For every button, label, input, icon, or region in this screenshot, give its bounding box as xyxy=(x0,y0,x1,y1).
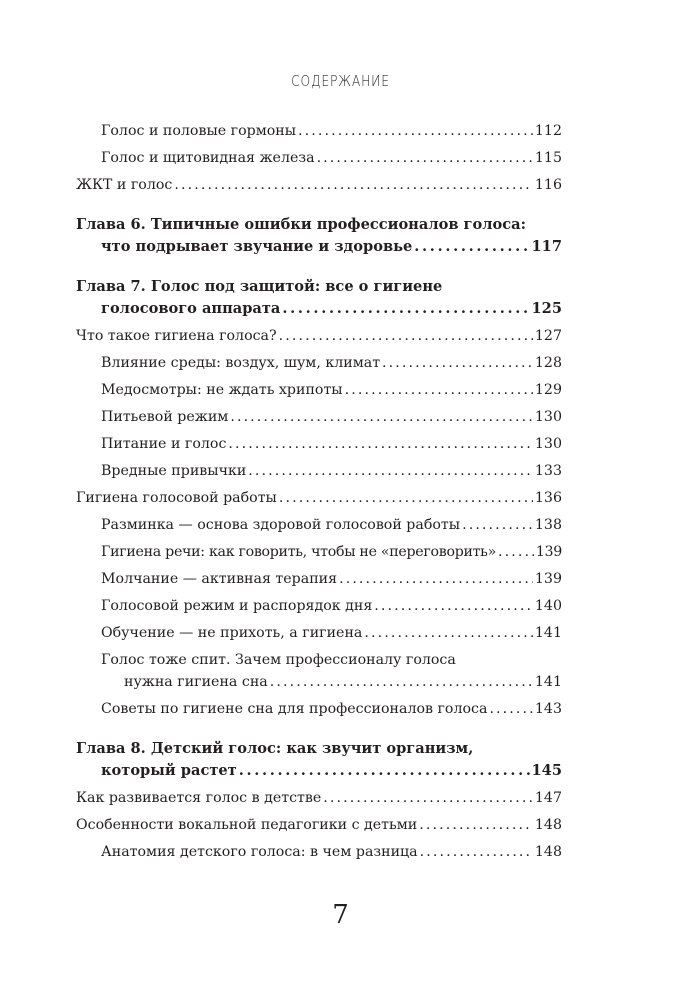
page-header-title: СОДЕРЖАНИЕ xyxy=(291,72,390,90)
toc-entry-page: 138 xyxy=(534,517,562,533)
toc-entry-page: 128 xyxy=(534,355,562,371)
toc-entry[interactable] xyxy=(76,174,562,196)
dot-leader xyxy=(339,568,533,590)
dot-leader xyxy=(248,460,533,482)
toc-entry-title: Голос и щитовидная железа xyxy=(101,150,315,166)
toc-entry-title: который растет xyxy=(101,762,237,779)
dot-leader xyxy=(239,760,530,782)
toc-entry-title: Питьевой режим xyxy=(101,409,229,425)
toc-chapter-entry[interactable] xyxy=(101,760,562,782)
toc-entry-page: 127 xyxy=(534,328,562,344)
toc-entry-page: 140 xyxy=(534,598,562,614)
toc-entry-page: 130 xyxy=(534,436,562,452)
toc-chapter-title: Глава 6. Типичные ошибки профессионалов голоса: xyxy=(76,216,526,233)
toc-entry-page: 125 xyxy=(531,300,562,317)
toc-entry-title: Медосмотры: не ждать хрипоты xyxy=(101,382,343,398)
toc-entry-title: Молчание — активная терапия xyxy=(101,571,338,587)
toc-entry-title: ЖКТ и голос xyxy=(76,177,173,193)
toc-entry-page: 141 xyxy=(534,674,562,690)
toc-entry[interactable] xyxy=(101,841,562,863)
dot-leader xyxy=(345,379,533,401)
toc-entry[interactable] xyxy=(101,622,562,644)
dot-leader xyxy=(489,698,532,720)
toc-entry-title: Что такое гигиена голоса? xyxy=(76,328,277,344)
toc-entry[interactable] xyxy=(101,406,562,428)
toc-entry-page: 145 xyxy=(531,762,562,779)
toc-entry-title: Влияние среды: воздух, шум, климат xyxy=(101,355,381,371)
page-number: 7 xyxy=(332,900,349,930)
toc-entry-line[interactable] xyxy=(101,649,562,671)
toc-entry-page: 136 xyxy=(534,490,562,506)
dot-leader xyxy=(323,787,533,809)
toc-entry[interactable] xyxy=(76,814,562,836)
toc-entry[interactable] xyxy=(101,120,562,142)
toc-entry-title: что подрывает звучание и здоровье xyxy=(101,238,413,255)
dot-leader xyxy=(282,298,529,320)
toc-entry-page: 147 xyxy=(534,790,562,806)
dot-leader xyxy=(230,406,533,428)
dot-leader xyxy=(298,120,533,142)
dot-leader xyxy=(374,595,533,617)
toc-entry[interactable] xyxy=(101,433,562,455)
toc-entry-page: 117 xyxy=(531,238,562,255)
dot-leader xyxy=(462,514,533,536)
toc-entry-title: Вредные привычки xyxy=(101,463,247,479)
toc-entry[interactable] xyxy=(101,460,562,482)
toc-entry[interactable] xyxy=(101,595,562,617)
toc-chapter-entry[interactable] xyxy=(101,298,562,320)
toc-entry-title: Особенности вокальной педагогики с детьми xyxy=(76,817,418,833)
toc-entry-page: 139 xyxy=(535,544,562,560)
toc-chapter-title: Глава 7. Голос под защитой: все о гигиене xyxy=(76,278,443,295)
toc-entry-title: Анатомия детского голоса: в чем разница xyxy=(101,844,418,860)
toc-entry-title: Обучение — не прихоть, а гигиена xyxy=(101,625,363,641)
toc-entry-page: 141 xyxy=(534,625,562,641)
toc-chapter-entry[interactable] xyxy=(101,236,562,258)
toc-entry-page: 148 xyxy=(534,844,562,860)
toc-entry-title: Разминка — основа здоровой голосовой работы xyxy=(101,517,461,533)
toc-entry[interactable] xyxy=(101,352,562,374)
toc-entry[interactable] xyxy=(101,568,562,590)
toc-entry-page: 130 xyxy=(534,409,562,425)
toc-entry-page: 115 xyxy=(534,150,562,166)
toc-entry[interactable] xyxy=(76,787,562,809)
dot-leader xyxy=(174,174,533,196)
toc-chapter-heading-line[interactable] xyxy=(76,214,562,236)
toc-entry[interactable] xyxy=(76,487,562,509)
toc-entry[interactable] xyxy=(101,541,562,563)
toc-entry[interactable] xyxy=(101,514,562,536)
dot-leader xyxy=(317,147,533,169)
dot-leader xyxy=(420,841,533,863)
dot-leader xyxy=(279,325,533,347)
toc-entry-title: Гигиена речи: как говорить, чтобы не «переговорить» xyxy=(101,544,496,560)
toc-entry[interactable] xyxy=(101,147,562,169)
toc-entry-page: 133 xyxy=(534,463,562,479)
toc-entry-title: Питание и голос xyxy=(101,436,227,452)
toc-entry-page: 129 xyxy=(534,382,562,398)
toc-entry-title: Гигиена голосовой работы xyxy=(76,490,277,506)
toc-entry-page: 139 xyxy=(534,571,562,587)
dot-leader xyxy=(498,541,534,563)
dot-leader xyxy=(414,236,529,258)
toc-entry-title: Голосовой режим и распорядок дня xyxy=(101,598,373,614)
toc-entry[interactable] xyxy=(124,671,562,693)
dot-leader xyxy=(228,433,533,455)
dot-leader xyxy=(419,814,533,836)
toc-chapter-heading-line[interactable] xyxy=(76,276,562,298)
dot-leader xyxy=(279,487,533,509)
toc-entry[interactable] xyxy=(101,698,562,720)
toc-entry-page: 143 xyxy=(534,701,562,717)
toc-entry-page: 116 xyxy=(534,177,562,193)
toc-entry-title: Как развивается голос в детстве xyxy=(76,790,322,806)
dot-leader xyxy=(270,671,533,693)
toc-entry-title: нужна гигиена сна xyxy=(124,674,268,690)
toc-entry-page: 148 xyxy=(534,817,562,833)
toc-chapter-title: Глава 8. Детский голос: как звучит организм, xyxy=(76,740,474,757)
toc-entry-page: 112 xyxy=(534,123,562,139)
toc-entry-title: Голос и половые гормоны xyxy=(101,123,297,139)
toc-entry[interactable] xyxy=(101,379,562,401)
toc-entry[interactable] xyxy=(76,325,562,347)
toc-chapter-heading-line[interactable] xyxy=(76,738,562,760)
toc-entry-title: Советы по гигиене сна для профессионалов голоса xyxy=(101,701,488,717)
toc-entry-title: голосового аппарата xyxy=(101,300,281,317)
toc-entry-title: Голос тоже спит. Зачем профессионалу голоса xyxy=(101,652,456,668)
dot-leader xyxy=(364,622,533,644)
dot-leader xyxy=(382,352,533,374)
